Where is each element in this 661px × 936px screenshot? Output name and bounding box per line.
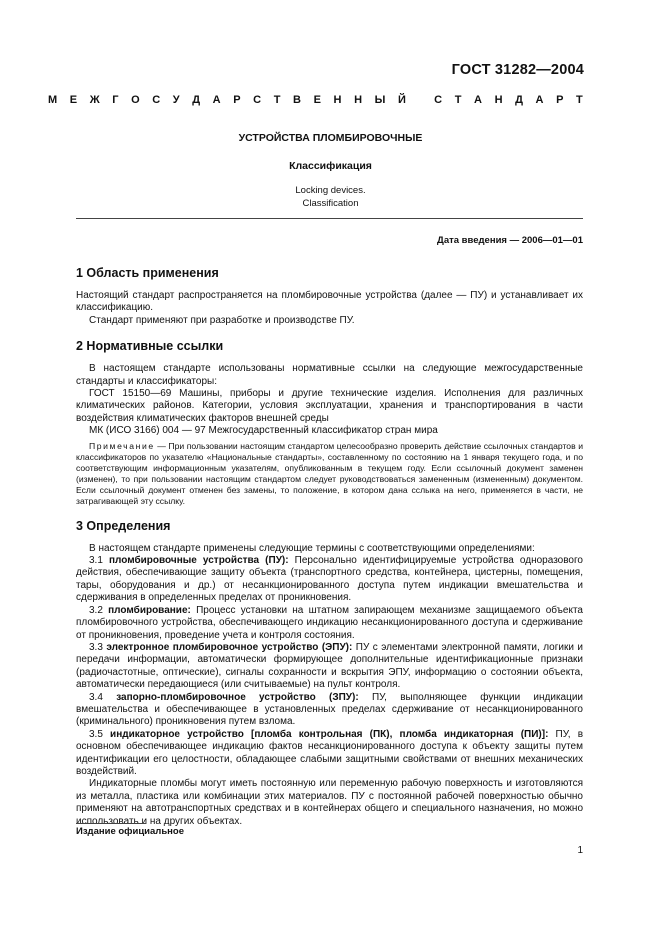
banner-letter: С (152, 94, 161, 106)
banner-letter: Т (454, 94, 462, 106)
paragraph (76, 543, 583, 555)
banner-letter: С (434, 94, 443, 106)
english-title (0, 185, 661, 210)
definition-number: 3.4 (89, 691, 103, 703)
banner-letter: В (293, 94, 301, 106)
banner-letter: О (131, 94, 140, 106)
banner-letter: Т (576, 94, 583, 106)
note-label: Примечание (89, 440, 155, 451)
definition-number: 3.1 (89, 555, 103, 567)
banner-letter: Й (397, 94, 406, 106)
paragraph-text: В настоящем стандарте использованы нормативные ссылки на следующие межгосударственные стандарты и классификаторы: (76, 363, 583, 387)
english-title-line: Classification (302, 197, 359, 209)
banner-letter: Д (192, 94, 201, 106)
footer-rule (76, 823, 146, 824)
document-title: УСТРОЙСТВА ПЛОМБИРОВОЧНЫЕ (238, 132, 423, 144)
banner-letter: Т (273, 94, 281, 106)
section-heading: 3 Определения (76, 518, 171, 533)
banner-letter: М (48, 94, 58, 106)
banner-letter: Ж (89, 94, 100, 106)
page-number: 1 (577, 845, 583, 856)
banner-letter: У (172, 94, 180, 106)
banner-letter: Д (515, 94, 523, 106)
introduction-date: Дата введения — 2006—01—01 (437, 235, 583, 246)
paragraph (76, 388, 583, 425)
definition (76, 605, 583, 642)
banner-letter: Р (233, 94, 241, 106)
section-heading: 2 Нормативные ссылки (76, 339, 224, 354)
banner-letter: С (253, 94, 262, 106)
banner-letter: Н (333, 94, 342, 106)
banner-letter: Ы (374, 94, 386, 106)
definition-number: 3.2 (89, 604, 103, 616)
definition-text: Процесс установки на штатном запирающем механизме защищаемого объекта пломбировочного устройства, обеспечивающего индикацию несанкционированного доступа и сдерживание от проникновения, проведение учета и контроля состояния. (76, 604, 583, 641)
official-edition-label: Издание официальное (76, 826, 184, 837)
banner-letter: А (474, 94, 482, 106)
paragraph (76, 425, 583, 437)
banner-letter: Н (494, 94, 503, 106)
definition (76, 692, 583, 729)
definition-term: запорно-пломбировочное устройство (ЗПУ): (116, 691, 359, 703)
paragraph-text: Настоящий стандарт распространяется на пломбировочные устройства (далее — ПУ) и устанавливает их классификацию. (76, 290, 583, 314)
paragraph-text: ГОСТ 15150—69 Машины, приборы и другие технические изделия. Исполнения для различных климатических районов. Категории, условия эксплуатации, хранения и транспортирования в части воздействия климатических факторов внешней среды (76, 388, 583, 424)
paragraph (76, 315, 583, 327)
english-title-line: Locking devices. (295, 185, 366, 196)
definition (76, 642, 583, 692)
interstate-standard-banner (48, 94, 583, 106)
document-subtitle: Классификация (289, 160, 372, 172)
definition-text: ПУ, выполняющее функции индикации вмешательства и обеспечивающее в установленных пределах сдерживание от несанкционированного (криминального) проникновения путем взлома. (76, 691, 584, 728)
note-text: — При пользовании настоящим стандартом целесообразно проверить действие ссылочных стандартов и классификаторов по указателю «Национальные стандарты», составленному по состоянию на 1 января текущего года, и по соответствующим информационным указателям, опубликованным в текущем году. Если ссылочный документ заменен (изменен), то при пользовании настоящим стандартом следует руководствоваться замененным (измененным) документом. Если ссылочный документ отменен без замены, то положение, в котором дана сслыка на него, применяется в части, не затрагивающей эту ссылку. (76, 440, 583, 506)
definition-term: электронное пломбировочное устройство (ЭПУ): (106, 641, 353, 653)
paragraph (76, 363, 583, 388)
document-body (76, 266, 583, 828)
definition-term: пломбирование: (108, 604, 191, 616)
banner-letter: Е (313, 94, 321, 106)
definition-term: пломбировочные устройства (ПУ): (108, 555, 289, 567)
definition-text: ПУ, в основном обеспечивающее индикацию фактов несанкционированного доступа к объекту защиты путем идентификации его целостности, обладающее слабыми защитными свойствами от внешних механических воздействий. (76, 728, 584, 777)
paragraph-text: Индикаторные пломбы могут иметь постоянную или переменную рабочую поверхность и изготовляются из металла, пластика или комбинации этих материалов. ПУ с постоянной рабочей поверхностью обычно применяют на автотранспортных средствах и в контейнерах общего и специального назначения, но можно использовать и на других объектах. (76, 778, 583, 827)
paragraph (76, 290, 583, 315)
note (76, 441, 583, 507)
paragraph-text: Стандарт применяют при разработке и производстве ПУ. (89, 314, 355, 326)
definition-number: 3.3 (89, 641, 103, 653)
paragraph-text: В настоящем стандарте применены следующие термины с соответствующими определениями: (89, 542, 535, 554)
definition (76, 555, 583, 605)
document-code: ГОСТ 31282—2004 (451, 62, 584, 78)
definition-text: Персонально идентифицируемые устройства одноразового действия, обеспечивающие защиту объекта (транспортного средства, контейнера, цистерны, помещения, тары, оборудования и др.) от несанкционированного доступа путем индикации вмешательства и сдерживания в определенных пределах от проникновения. (76, 555, 583, 604)
header-rule (76, 218, 583, 219)
banner-letter (418, 94, 421, 106)
paragraph-text: МК (ИСО 3166) 004 — 97 Межгосударственный классификатор стран мира (89, 425, 438, 437)
definition-term: индикаторное устройство [пломба контрольная (ПК), пломба индикаторная (ПИ)]: (110, 728, 549, 740)
definition (76, 729, 583, 779)
definition-number: 3.5 (89, 728, 103, 740)
banner-letter: Е (69, 94, 78, 106)
paragraph (76, 778, 583, 828)
section-heading: 1 Область применения (76, 266, 219, 280)
banner-letter: Н (354, 94, 363, 106)
banner-letter: А (535, 94, 544, 106)
banner-letter: Р (556, 94, 564, 106)
definition-text: ПУ с элементами электронной памяти, логики и передачи информации, автоматически формирующее дополнительные идентификационные признаки (радиочастотные, оптические), сигналы сохранности и вскрытия ЭПУ, информацию о состоянии объекта, автоматически передающиеся (или считываемые) на пульт контроля. (76, 641, 583, 691)
banner-letter: Г (112, 94, 119, 106)
banner-letter: А (212, 94, 221, 106)
